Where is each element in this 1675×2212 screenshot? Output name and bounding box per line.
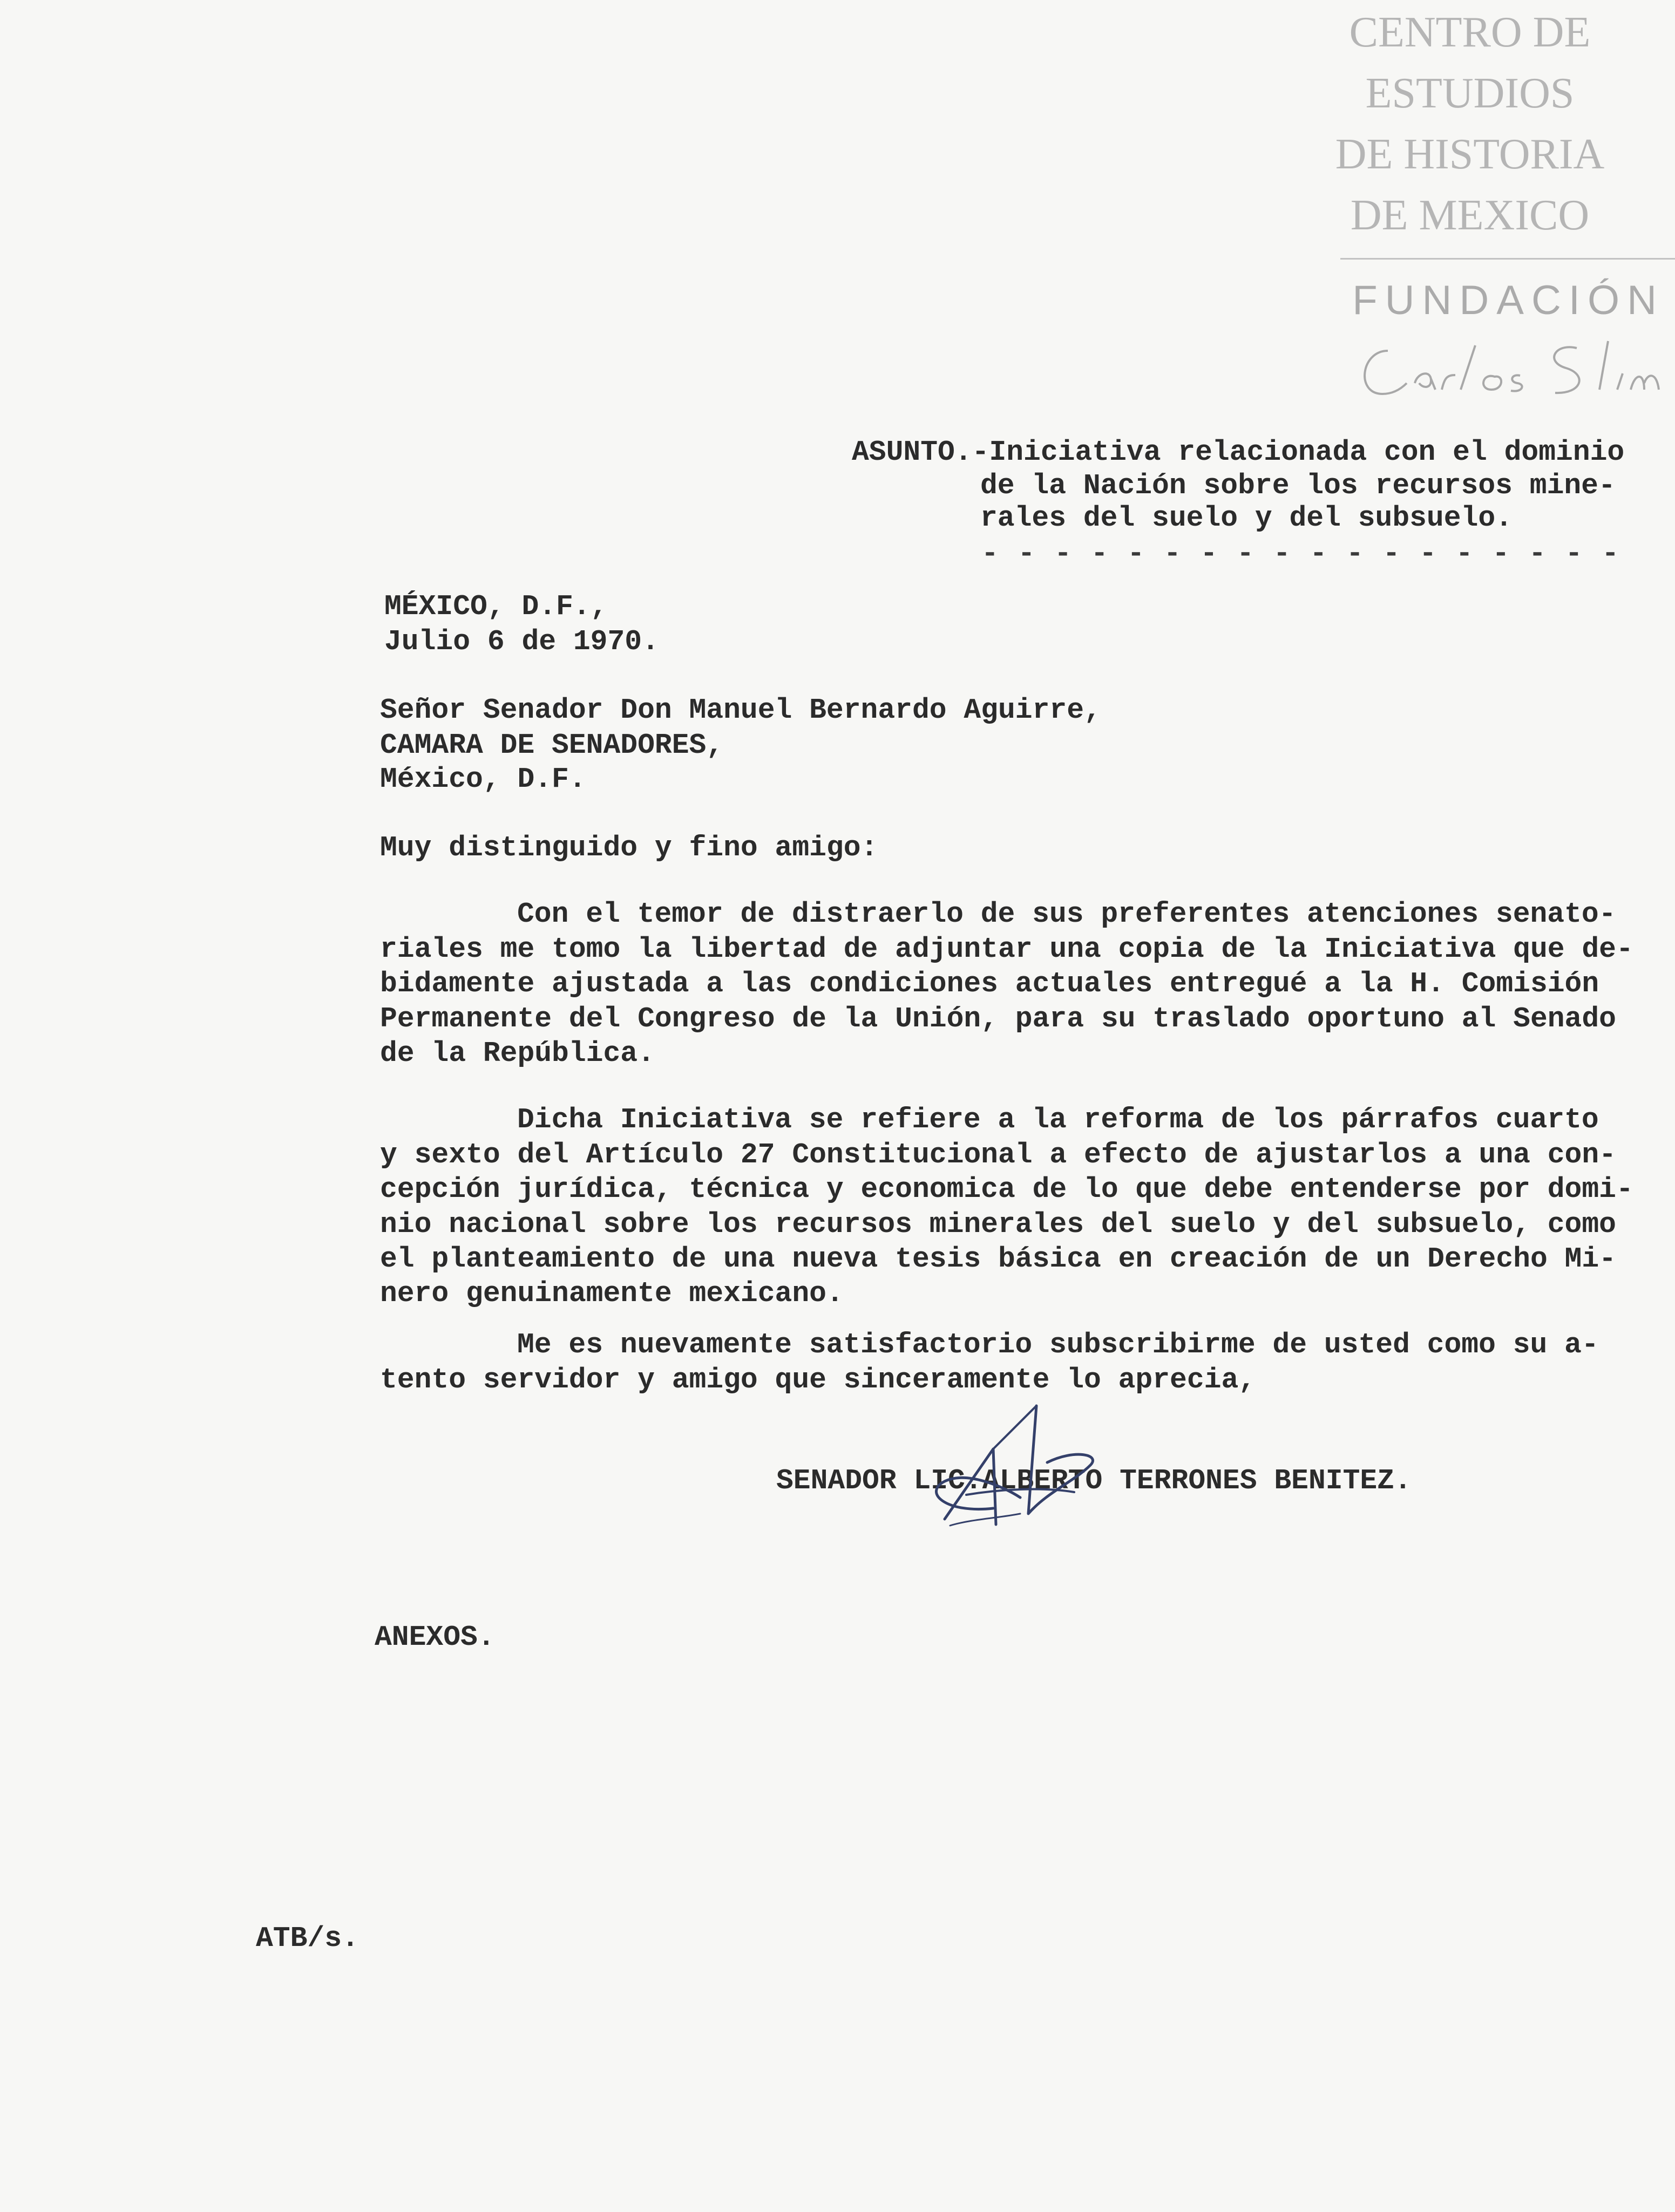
paragraph-1-line: bidamente ajustada a las condiciones actuales entregué a la H. Comisión — [380, 968, 1599, 1000]
paragraph-2-line: cepción jurídica, técnica y economica de lo que debe entenderse por domi- — [380, 1173, 1633, 1206]
asunto-line-2: de la Nación sobre los recursos mine- — [980, 469, 1616, 502]
signatory-name: SENADOR LIC.ALBERTO TERRONES BENITEZ. — [776, 1465, 1412, 1497]
watermark-divider — [1340, 258, 1675, 260]
date-line: Julio 6 de 1970. — [384, 625, 659, 658]
watermark-line-2: ESTUDIOS — [1365, 70, 1575, 117]
paragraph-2-line: nero genuinamente mexicano. — [380, 1277, 844, 1310]
handwritten-signature — [912, 1384, 1117, 1557]
salutation: Muy distinguido y fino amigo: — [380, 832, 878, 864]
watermark-signature-logo — [1350, 329, 1663, 410]
recipient-city: México, D.F. — [380, 763, 586, 795]
place-line: MÉXICO, D.F., — [384, 590, 608, 623]
watermark-line-1: CENTRO DE — [1349, 9, 1591, 56]
watermark-fundacion: FUNDACIÓN — [1352, 277, 1664, 323]
typist-initials: ATB/s. — [256, 1922, 359, 1955]
paragraph-2-line: Dicha Iniciativa se refiere a la reforma de los párrafos cuarto — [517, 1104, 1599, 1136]
asunto-line-3: rales del suelo y del subsuelo. — [980, 502, 1513, 534]
paragraph-2-line: y sexto del Artículo 27 Constitucional a efecto de ajustarlos a una con- — [380, 1139, 1616, 1171]
asunto-dashes: - - - - - - - - - - - - - - - - - - — [981, 537, 1620, 570]
recipient-name: Señor Senador Don Manuel Bernardo Aguirre, — [380, 694, 1101, 726]
paragraph-1-line: riales me tomo la libertad de adjuntar una copia de la Iniciativa que de- — [380, 933, 1633, 965]
watermark-line-4: DE MEXICO — [1350, 192, 1590, 239]
paragraph-1-line: Permanente del Congreso de la Unión, para su traslado oportuno al Senado — [380, 1003, 1616, 1035]
paragraph-3-line: Me es nuevamente satisfactorio subscribirme de usted como su a- — [517, 1329, 1599, 1361]
paragraph-2-line: nio nacional sobre los recursos minerales del suelo y del subsuelo, como — [380, 1208, 1616, 1241]
enclosures: ANEXOS. — [375, 1621, 495, 1653]
asunto-line-1: ASUNTO.-Iniciativa relacionada con el dominio — [852, 436, 1625, 468]
recipient-institution: CAMARA DE SENADORES, — [380, 729, 724, 761]
paragraph-2-line: el planteamiento de una nueva tesis básica en creación de un Derecho Mi- — [380, 1243, 1616, 1275]
paragraph-1-line: de la República. — [380, 1037, 655, 1070]
watermark-line-3: DE HISTORIA — [1335, 131, 1605, 178]
paragraph-3-line: tento servidor y amigo que sinceramente lo aprecia, — [380, 1364, 1256, 1396]
paragraph-1-line: Con el temor de distraerlo de sus preferentes atenciones senato- — [517, 898, 1616, 930]
